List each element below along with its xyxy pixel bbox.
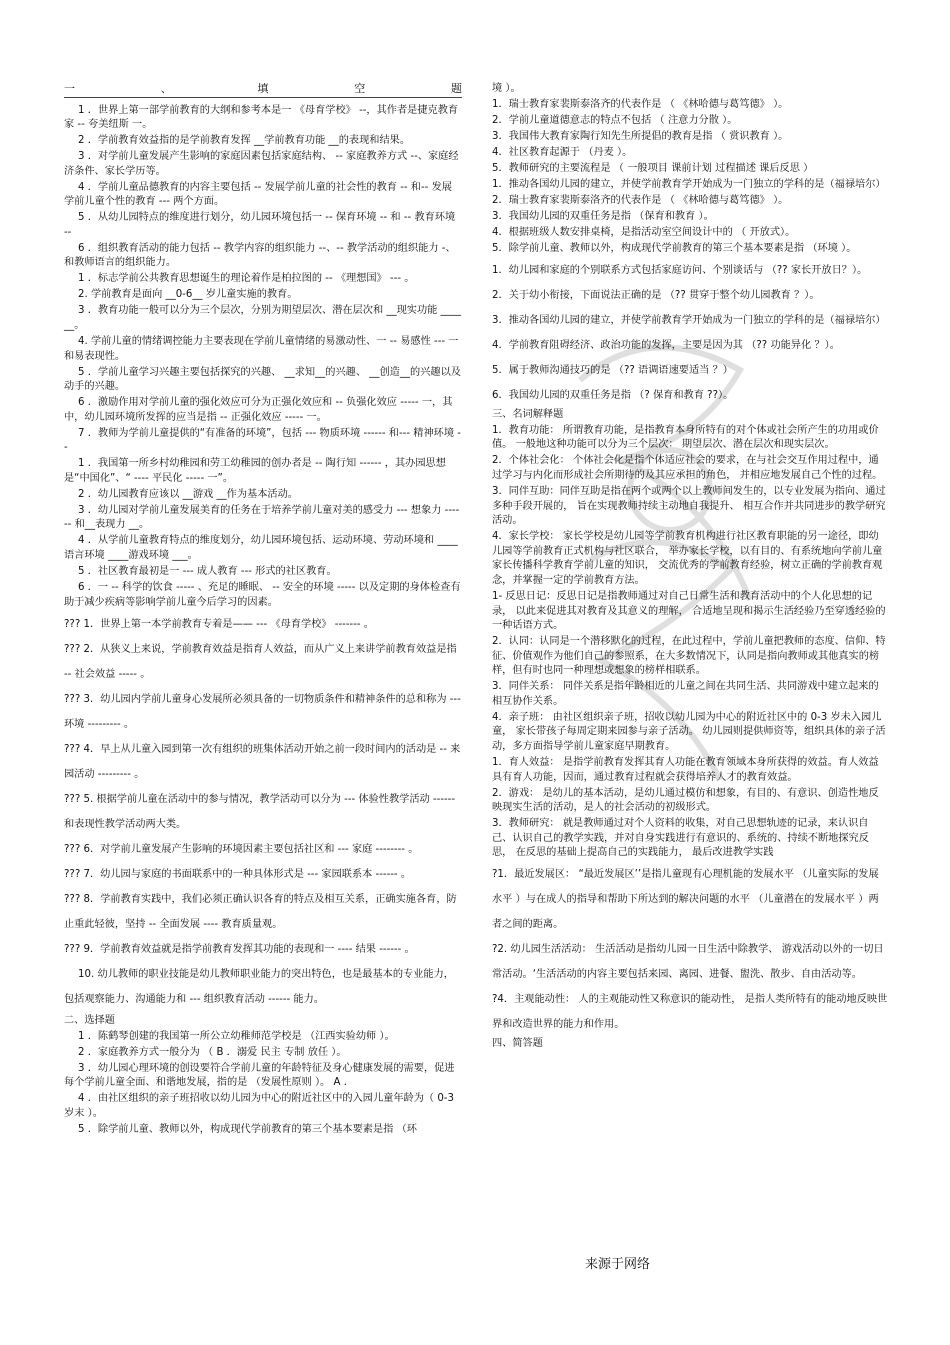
right-paragraph: 1．瑞士教育家裴斯泰洛齐的代表作是 （ 《林哈德与葛笃德》 ）。 <box>492 98 789 110</box>
left-paragraph: 3 ．教育功能一般可以分为三个层次，分别为期望层次、潜在层次和 __现实功能 ______。 <box>64 305 461 332</box>
left-paragraph: 5 ．学前儿童学习兴趣主要包括探究的兴趣、 __求知__的兴趣、 __创造__的兴趣以及动手的兴趣。 <box>64 366 461 393</box>
right-paragraph: ?4．主观能动性： 人的主观能动性又称意识的能动性， 是指人类所特有的能动地反映世界和改造世界的能力和作用。 <box>492 994 888 1031</box>
left-paragraph: ??? 3．幼儿园内学前儿童身心发展所必须具备的一切物质条件和精神条件的总和称为 --- 环境 --------- 。 <box>64 693 461 730</box>
left-paragraph: 1 ．我国第一所乡村幼稚园和劳工幼稚园的创办者是 -- 陶行知 ------ ，其办园思想是“中国化”、“ ---- 平民化 ----- 一”。 <box>64 458 446 484</box>
right-body <box>492 82 888 1052</box>
right-paragraph: 四、简答题 <box>492 1038 543 1050</box>
left-paragraph: ??? 8．学前教育实践中，我们必须正确认识各育的特点及相互关系，正确实施各育，防止重此轻彼，坚持 -- 全面发展 ---- 教育质量观。 <box>64 893 457 930</box>
right-paragraph: 1- 反思日记：反思日记是指教师通过对自己日常生活和教育活动中的个人化思想的记录， 以此来促进其对教育及其意义的理解， 合适地呈现和揭示生活经验乃至穿透经验的一种话语方式。 <box>492 590 886 632</box>
left-column <box>64 82 462 1139</box>
right-paragraph: ?2. 幼儿园生活活动： 生活活动是指幼儿园一日生活中除教学、 游戏活动以外的一切日常活动。‘生活活动的内容主要包括来园、离园、进餐、盥洗、散步、自由活动等。 <box>492 944 884 981</box>
left-paragraph: 1 ．标志学前公共教育思想诞生的理论着作是柏拉图的 -- 《理想国》 --- 。 <box>78 273 415 285</box>
left-paragraph: 2 ．家庭教养方式一般分为 （ B ．溺爱 民主 专制 放任 ）。 <box>78 1046 347 1058</box>
right-paragraph: 2．学前儿童道德意志的特点不包括 （ 注意力分散 ）。 <box>492 114 738 126</box>
right-paragraph: 5．教师研究的主要流程是 （ 一般项目 课前计划 过程描述 课后反思 ） <box>492 162 814 174</box>
right-paragraph: 5．除学前儿童、教师以外，构成现代学前教育的第三个基本要素是指 （环境 ）。 <box>492 242 857 254</box>
left-paragraph: ??? 7．幼儿园与家庭的书面联系中的一种具体形式是 --- 家园联系本 ------ 。 <box>64 868 412 880</box>
left-paragraph: ??? 5. 根据学前儿童在活动中的参与情况，教学活动可以分为 --- 体验性教学活动 ------ 和表现性教学活动两大类。 <box>64 793 456 830</box>
right-paragraph: 3．同伴关系： 同伴关系是指年龄相近的儿童之间在共同生活、共同游戏中建立起来的相互协作关系。 <box>492 681 879 707</box>
left-paragraph: 3 ．对学前儿童发展产生影响的家庭因素包括家庭结构、 -- 家庭教养方式 --、家庭经济条件、家长学历等。 <box>64 151 459 177</box>
right-paragraph: 境 ）。 <box>492 83 521 94</box>
left-paragraph: ??? 9．学前教育效益就是指学前教育发挥其功能的表现和一 ---- 结果 ------ 。 <box>64 943 415 955</box>
right-paragraph: 3．我国伟大教育家陶行知先生所提倡的教育是指 （ 赏识教育 ）。 <box>492 130 789 142</box>
left-paragraph: 4. 学前儿童的情绪调控能力主要表现在学前儿童情绪的易激动性、一 -- 易感性 --- 一和易表现性。 <box>64 336 459 362</box>
left-paragraph: 6 ．一 -- 科学的饮食 ----- 、充足的睡眠、 -- 安全的环境 ----- 以及定期的身体检查有助于减少疾病等影响学前儿童今后学习的因素。 <box>64 582 461 608</box>
left-paragraph: 2. 学前教育是面向 __0-6__ 岁儿童实施的教育。 <box>78 289 298 301</box>
left-paragraph: 5 ．从幼儿园特点的维度进行划分，幼儿园环境包括一 -- 保育环境 -- 和 -- 教育环境 -- <box>64 212 456 238</box>
right-paragraph: 4．根据班级人数安排桌椅，是指活动室空间设计中的 （ 开放式）。 <box>492 226 796 238</box>
left-paragraph: 1 ．陈鹤琴创建的我国第一所公立幼稚师范学校是 （江西实验幼师 ）。 <box>78 1030 395 1042</box>
right-paragraph: 3．教师研究： 就是教师通过对个人资料的收集，对自己思想轨迹的记录，来认识自己、认识自己的教学实践，并对自身实践进行有意识的、系统的、持续不断地探究反思， 在反思的基础上提高自己的实践能力， 最后改进教学实践 <box>492 818 869 859</box>
right-paragraph: 2．个体社会化： 个体社会化是指个体适应社会的要求，在与社会交互作用过程中，通过学习与内化而形成社会所期待的及其应承担的角色， 并相应地发展自己个性的过程。 <box>492 455 883 481</box>
right-paragraph: 3．我国幼儿园的双重任务是指 （保育和教育 ）。 <box>492 210 714 222</box>
title-char: 、 <box>160 82 172 95</box>
left-paragraph: 6 ．激励作用对学前儿童的强化效应可分为正强化效应和 -- 负强化效应 ----- 一，其中，幼儿园环境所发挥的应当是指 -- 正强化效应 ----- 一。 <box>64 397 453 423</box>
title-char: 填 <box>257 82 269 95</box>
left-paragraph: ??? 6．对学前儿童发展产生影响的环境因素主要包括社区和 --- 家庭 -------- 。 <box>64 843 419 855</box>
left-paragraph: 二、选择题 <box>64 1014 115 1026</box>
left-paragraph: 6 ．组织教育活动的能力包括 -- 教学内容的组织能力 --、-- 教学活动的组织能力 -、和教师语言的组织能力。 <box>64 242 456 269</box>
left-paragraph: 4 ．由社区组织的亲子班招收以幼儿园为中心的附近社区中的入园儿童年龄为（ 0-3 岁末 ）。 <box>64 1093 454 1119</box>
right-paragraph: ?1．最近发展区： “最近发展区’’是指儿童现有心理机能的发展水平 （儿童实际的发展水平 ）与在成人的指导和帮助下所达到的解决问题的水平 （儿童潜在的发展水平 ）两者之间的距离。 <box>492 869 879 931</box>
right-paragraph: 1．幼儿园和家庭的个别联系方式包括家庭访问、个别谈话与 （?? 家长开放日？）。 <box>492 264 868 276</box>
left-paragraph: ??? 1．世界上第一本学前教育专着是—— --- 《母育学校》 ------- 。 <box>64 618 374 630</box>
section-title-fill-blank <box>64 82 462 98</box>
left-paragraph: ??? 2．从狭义上来说，学前教育效益是指育人效益，而从广义上来讲学前教育效益是指 -- 社会效益 ----- 。 <box>64 643 457 680</box>
left-paragraph: 1 ．世界上第一部学前教育的大纲和参考本是一 《母育学校》 --，其作者是捷克教育家 -- 夸美纽斯 一。 <box>64 104 459 131</box>
right-paragraph: 4．学前教育阻碍经济、政治功能的发挥，主要是因为其 （?? 功能异化 ？）。 <box>492 339 840 351</box>
right-paragraph: 1．育人效益： 是指学前教育发挥其育人功能在教育领域本身所获得的效益。育人效益具有育人功能，因而，通过教育过程就会获得培养人才的教育效益。 <box>492 757 879 783</box>
right-paragraph: 2．游戏： 是幼儿的基本活动，是幼儿通过模仿和想象，有目的、有意识、创造性地反映现实生活的活动，是人的社会活动的初级形式。 <box>492 787 879 814</box>
right-paragraph: 2．瑞士教育家裴斯泰洛齐的代表作是 （ 《林哈德与葛笃德》 ）。 <box>492 194 789 206</box>
right-column <box>492 82 888 1053</box>
left-paragraph: 2 ．幼儿园教育应该以 __游戏 __作为基本活动。 <box>78 488 298 500</box>
right-paragraph: 2．认同：认同是一个潜移默化的过程，在此过程中，学前儿童把教师的态度、信仰、特征、价值观作为他们自己的参照系，在大多数情况下，认同是指向教师或其他真实的榜样，但有时也同一种理想或想象的榜样相联系。 <box>492 636 886 677</box>
left-paragraph: 10. 幼儿教师的职业技能是幼儿教师职业能力的突出特色，也是最基本的专业能力，包括观察能力、沟通能力和 --- 组织教育活动 ------ 能力。 <box>64 968 454 1005</box>
title-char: 空 <box>354 82 366 95</box>
left-paragraph: 4 ．从学前儿童教育特点的维度划分，幼儿园环境包括、运动环境、劳动环境和 ____语言环境 ____游戏环境 ___。 <box>64 535 458 562</box>
right-paragraph: 1．推动各国幼儿园的建立，并使学前教育学开始成为一门独立的学科的是（福禄培尔） <box>492 178 886 190</box>
left-body <box>64 104 462 1138</box>
left-paragraph: 5 ．除学前儿童、教师以外，构成现代学前教育的第三个基本要素是指 （环 <box>78 1123 417 1135</box>
left-paragraph: 5 ．社区教育最初是一 --- 成人教育 --- 形式的社区教育。 <box>78 566 337 578</box>
right-paragraph: 3．推动各国幼儿园的建立，并使学前教育学开始成为一门独立的学科的是（福禄培尔） <box>492 314 886 326</box>
right-paragraph: 4．家长学校： 家长学校是幼儿园等学前教育机构进行社区教育职能的另一途径，即幼儿园等学前教育正式机构与社区联合， 举办家长学校，以有目的、有系统地向学前儿童家长传播科学教育学前儿童的知识， 交流优秀的学前教育经验，树立正确的学前教育观念，并掌握一定的学前教育方法。 <box>492 531 883 586</box>
right-paragraph: 2．关于幼小衔接，下面说法正确的是 （?? 贯穿于整个幼儿园教育 ？）。 <box>492 289 820 301</box>
title-char: 一 <box>64 82 75 95</box>
left-paragraph: 2 ．学前教育效益指的是学前教育发挥 __学前教育功能 __的表现和结果。 <box>78 135 411 147</box>
right-paragraph: 6．我国幼儿园的双重任务是指 （? 保育和教育 ??）。 <box>492 389 734 401</box>
left-paragraph: 3 ．幼儿园心理环境的创设要符合学前儿童的年龄特征及身心健康发展的需要，促进每个学前儿童全面、和谐地发展，指的是 （发展性原则 ）。 A ． <box>64 1062 455 1089</box>
left-paragraph: 3 ．幼儿园对学前儿童发展美育的任务在于培养学前儿童对美的感受力 --- 想象力 ------ 和__表现力 __。 <box>64 504 460 531</box>
right-paragraph: 1．教育功能： 所谓教育功能，是指教育本身所特有的对个体或社会所产生的功用或价值。 一般地这种功能可以分为三个层次： 期望层次、潜在层次和现实层次。 <box>492 424 879 451</box>
left-paragraph: 7 ．教师为学前儿童提供的“有准备的环境”，包括 --- 物质环境 ------ 和--- 精神环境 -- <box>64 427 461 454</box>
footer-source: 来源于网络 <box>585 1257 651 1272</box>
right-paragraph: 4．社区教育起源于 （丹麦 ）。 <box>492 146 633 158</box>
right-paragraph: 5．属于教师沟通技巧的是 （?? 语调语速要适当 ？） <box>492 364 733 376</box>
left-paragraph: 4 ．学前儿童品德教育的内容主要包括 -- 发展学前儿童的社会性的教育 -- 和-- 发展学前儿童个性的教育 --- 两个方面。 <box>64 181 452 208</box>
right-paragraph: 4．亲子班： 由社区组织亲子班，招收以幼儿园为中心的附近社区中的 0-3 岁未入园儿童， 家长带孩子每周定期来园参与亲子活动。 幼儿园则提供师资等，组织具体的亲子活动，多方面指导学前儿童家庭早期教育。 <box>492 711 886 753</box>
title-char: 题 <box>451 82 462 95</box>
right-paragraph: 三、名词解释题 <box>492 408 564 420</box>
left-paragraph: ??? 4．早上从儿童入园到第一次有组织的班集体活动开始之前一段时间内的活动是 -- 来园活动 --------- 。 <box>64 743 461 780</box>
right-paragraph: 3．同伴互助：同伴互助是指在两个或两个以上教师间发生的，以专业发展为指向、通过多种手段开展的， 旨在实现教师持续主动地自我提升、 相互合作并共同进步的教学研究活动。 <box>492 485 886 527</box>
